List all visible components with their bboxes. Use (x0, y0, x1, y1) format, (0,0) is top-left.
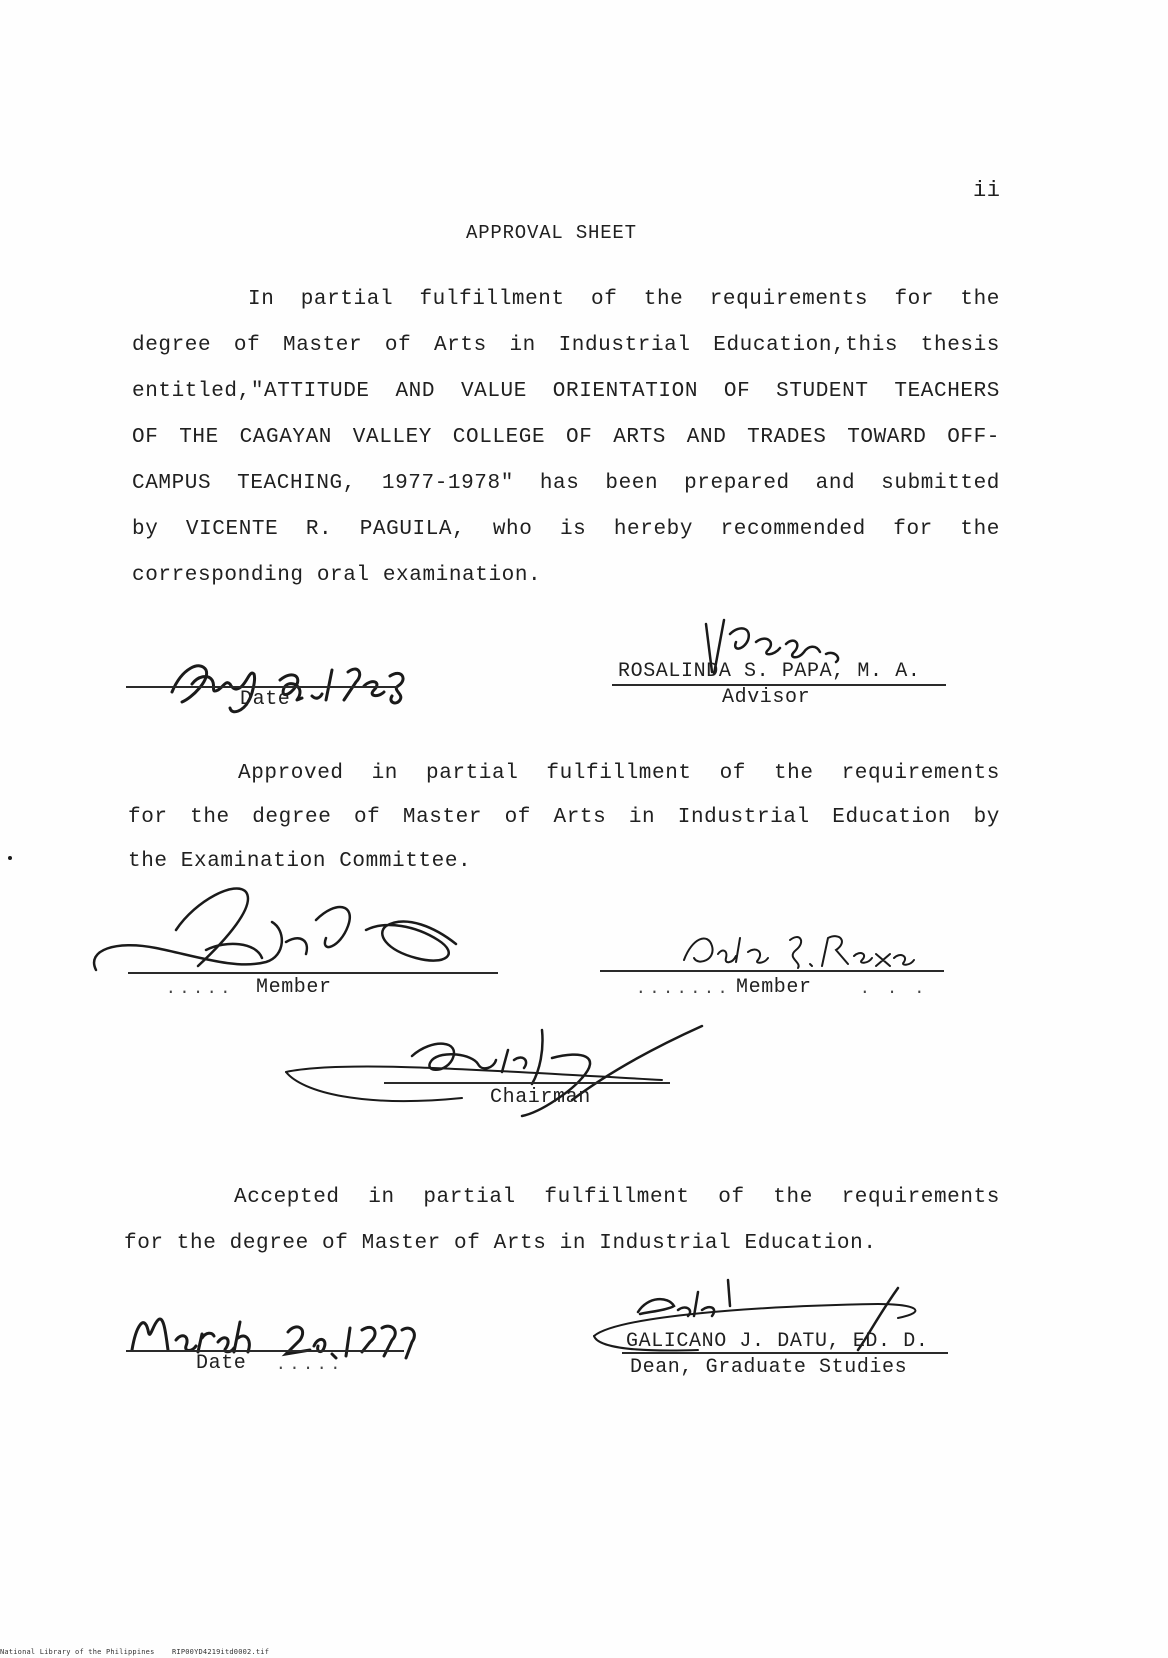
paragraph-line: degree of Master of Arts in Industrial Education,this thesis (132, 334, 1000, 357)
paragraph-line: Accepted in partial fulfillment of the requirements (234, 1186, 1000, 1209)
chairman-signature-line (384, 1082, 670, 1084)
dean-caption: Dean, Graduate Studies (630, 1356, 908, 1379)
advisor-caption: Advisor (722, 686, 811, 709)
footer-library-credit: National Library of the Philippines (0, 1648, 155, 1656)
paragraph-line: CAMPUS TEACHING, 1977-1978" has been prepared and submitted (132, 472, 1000, 495)
chairman-caption: Chairman (490, 1086, 591, 1109)
page-title: APPROVAL SHEET (466, 222, 637, 244)
page-number: ii (973, 178, 1001, 203)
margin-mark (8, 856, 12, 860)
paragraph-line: entitled,"ATTITUDE AND VALUE ORIENTATION OF STUDENT TEACHERS (132, 380, 1000, 403)
member-right-caption: Member (736, 976, 812, 999)
date-signature-line (126, 1350, 404, 1352)
paragraph-line: Approved in partial fulfillment of the requirements (238, 762, 1000, 785)
footer-file-id: RIP00YD4219itd0002.tif (172, 1648, 270, 1656)
member-left-caption: Member (256, 976, 332, 999)
member-right-signature-line (600, 970, 944, 972)
dot-leader: ..... (166, 978, 235, 997)
dot-leader: . . . (860, 978, 929, 997)
paragraph-line: corresponding oral examination. (132, 564, 542, 587)
member-left-signature-line (128, 972, 498, 974)
paragraph-line: by VICENTE R. PAGUILA, who is hereby recommended for the (132, 518, 1000, 541)
dean-signature-line (622, 1352, 948, 1354)
dean-name: GALICANO J. DATU, ED. D. (626, 1330, 929, 1353)
member-right-signature-ink (678, 918, 918, 978)
paragraph-line: for the degree of Master of Arts in Industrial Education by (128, 806, 1000, 829)
chairman-signature-ink (282, 1020, 722, 1140)
paragraph-line: OF THE CAGAYAN VALLEY COLLEGE OF ARTS AND TRADES TOWARD OFF- (132, 426, 1000, 449)
paragraph-line: the Examination Committee. (128, 850, 472, 873)
paragraph-line: In partial fulfillment of the requirements for the (248, 288, 1000, 311)
paragraph-line: for the degree of Master of Arts in Industrial Education. (124, 1232, 877, 1255)
date-caption: Date (240, 688, 291, 711)
advisor-name: ROSALINDA S. PAPA, M. A. (618, 660, 921, 683)
dot-leader: ..... (276, 1354, 345, 1373)
dot-leader: ....... (636, 978, 732, 997)
date-caption: Date (196, 1352, 247, 1375)
